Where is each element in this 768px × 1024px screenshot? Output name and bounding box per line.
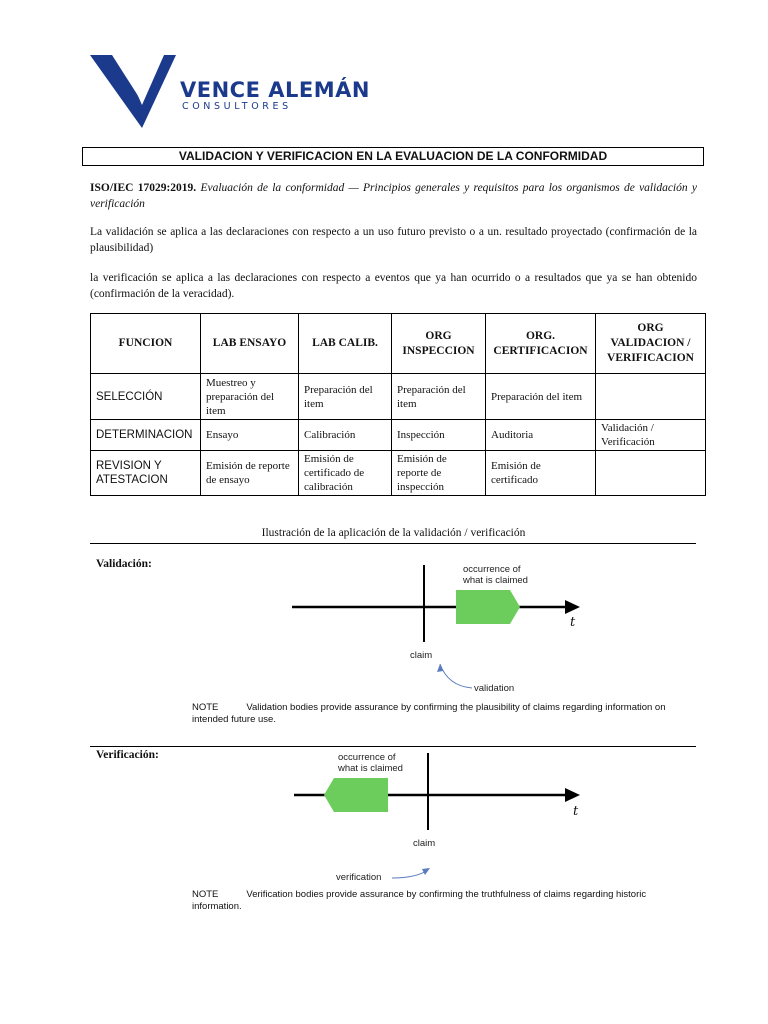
claim-label: claim [410, 650, 433, 661]
table-cell: Emisión de reporte de inspección [392, 451, 486, 496]
table-header: LAB CALIB. [299, 314, 392, 374]
table-row [91, 420, 706, 451]
note-text: Validation bodies provide assurance by confirming the plausibility of claims regarding information on intended future use. [192, 702, 666, 725]
table-row-label: SELECCIÓN [91, 374, 201, 420]
table-header: ORG INSPECCION [392, 314, 486, 374]
table-cell [596, 451, 706, 496]
table-row [91, 451, 706, 496]
logo-title: VENCE ALEMÁN [180, 78, 370, 102]
standard-reference [90, 180, 697, 212]
table-cell: Preparación del item [486, 374, 596, 420]
axis-label: t [573, 804, 579, 819]
table-cell: Inspección [392, 420, 486, 451]
table-cell: Emisión de reporte de ensayo [201, 451, 299, 496]
verification-note [192, 889, 692, 913]
functions-table [90, 313, 706, 496]
caption-rule [90, 543, 696, 544]
section-rule [90, 746, 696, 747]
validation-arrow-label: validation [474, 683, 515, 694]
table-row [91, 374, 706, 420]
table-cell: Emisión de certificado de calibración [299, 451, 392, 496]
table-cell: Auditoria [486, 420, 596, 451]
claim-label: claim [413, 838, 436, 849]
table-row-label: REVISION Y ATESTACION [91, 451, 201, 496]
validation-arrow [440, 664, 472, 688]
axis-arrow-icon [565, 600, 580, 614]
logo-v-right [142, 55, 176, 128]
table-cell: Emisión de certificado [486, 451, 596, 496]
table-header: ORG. CERTIFICACION [486, 314, 596, 374]
note-prefix: NOTE [192, 889, 219, 900]
validation-note [192, 702, 692, 726]
verification-definition: la verificación se aplica a las declaraciones con respecto a eventos que ya han ocurrido o a resultados que ya se han obtenido (confirmación de la veracidad). [90, 272, 697, 300]
table-header: FUNCION [91, 314, 201, 374]
note-prefix: NOTE [192, 702, 219, 713]
occurrence-shape [324, 778, 388, 812]
illustration-caption: Ilustración de la aplicación de la validación / verificación [261, 527, 526, 539]
table-cell: Validación / Verificación [596, 420, 706, 451]
table-cell: Calibración [299, 420, 392, 451]
document-title: VALIDACION Y VERIFICACION EN LA EVALUACION DE LA CONFORMIDAD [82, 147, 704, 166]
table-cell: Ensayo [201, 420, 299, 451]
arrow-head-icon [422, 868, 430, 875]
table-header-row [91, 314, 706, 374]
standard-code: ISO/IEC 17029:2019. [90, 182, 197, 194]
table-cell [596, 374, 706, 420]
table-cell: Muestreo y preparación del item [201, 374, 299, 420]
axis-label: t [570, 615, 576, 630]
table-header: LAB ENSAYO [201, 314, 299, 374]
logo-v-left [90, 55, 142, 128]
logo-subtitle: CONSULTORES [182, 101, 292, 112]
validation-definition: La validación se aplica a las declaraciones con respecto a un uso futuro previsto o a un. resultado proyectado (confirmación de la plausibilidad) [90, 226, 697, 254]
table-row-label: DETERMINACION [91, 420, 201, 451]
verification-arrow-label: verification [336, 872, 382, 883]
verification-diagram [280, 748, 600, 888]
occurrence-shape [456, 590, 520, 624]
table-cell: Preparación del item [392, 374, 486, 420]
validation-diagram [280, 560, 600, 700]
standard-title: Evaluación de la conformidad — Principios generales y requisitos para los organismos de validación y verificación [90, 182, 697, 210]
verification-label: Verificación: [96, 749, 159, 761]
table-header: ORG VALIDACION / VERIFICACION [596, 314, 706, 374]
verification-arrow [392, 870, 428, 878]
occurrence-label: occurrence of what is claimed [463, 564, 528, 586]
validation-label: Validación: [96, 558, 152, 570]
occurrence-label: occurrence of what is claimed [338, 752, 403, 774]
table-cell: Preparación del item [299, 374, 392, 420]
note-text: Verification bodies provide assurance by confirming the truthfulness of claims regarding historic information. [192, 889, 647, 912]
axis-arrow-icon [565, 788, 580, 802]
